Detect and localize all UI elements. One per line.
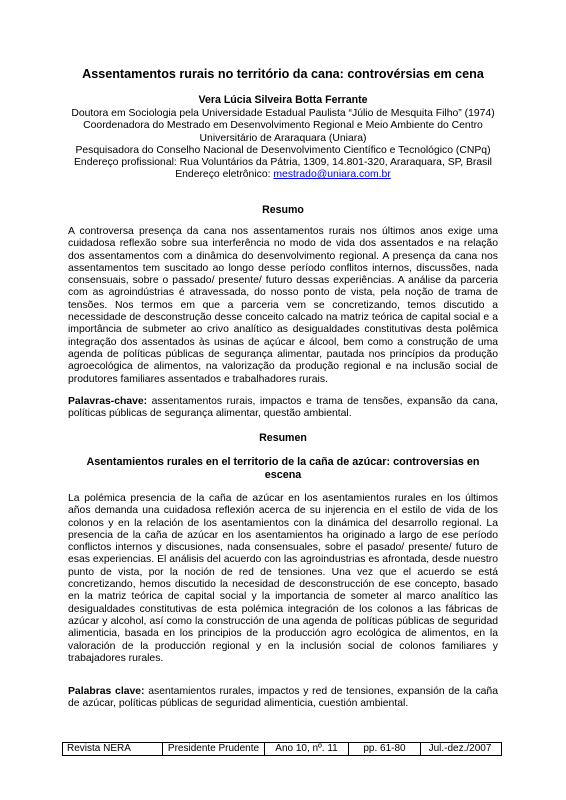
palavras-chave (68, 396, 498, 421)
author-name: Vera Lúcia Silveira Botta Ferrante (198, 94, 368, 106)
affiliation-line: Universitário de Araraquara (Uniara) (199, 132, 367, 144)
resumo-heading: Resumo (262, 204, 304, 216)
affiliation-line: Endereço profissional: Rua Voluntários da Pátria, 1309, 14.801-320, Araraquara, SP, Brasil (73, 157, 492, 169)
journal-footer (62, 742, 502, 756)
author-affiliation (40, 108, 526, 182)
affiliation-line: Doutora em Sociologia pela Universidade Estadual Paulista “Júlio de Mesquita Filho” (1974) (71, 108, 495, 119)
resumen-paragraph: La polémica presencia de la caña de azúcar en los asentamientos rurales en los últimos años demanda una cuidadosa reflexión acerca de su injerencia en el estilo de vida de los colonos y en la relación de los asentamientos con la dinámica del desarrollo regional. La presencia de la caña de azúcar en los asentamientos ha originado a largo de ese período conflictos internos y discusiones, nada consensuales, sobre el pasado/ presente/ futuro de esas experiencias. El análisis del acuerdo con las agroindustrias es afrontada, desde nuestro punto de vista, por la noción de red de tensiones. Una vez que el acuerdo se está concretizando, hemos discutido la necesidad de desconstrucción de ese concepto, basado en la matriz teórica de capital social y la importancia de someter al marco analítico las desigualdades constitutivas de esta polémica integración de los colonos a las fábricas de azúcar y alcohol, así como la construcción de una agenda de políticas públicas de seguridad alimenticia, basada en los principios de la producción agro ecológica de alimentos, en la valoración de la producción regional y en la inclusión social de colonos familiares y trabajadores rurales. (68, 493, 498, 664)
email-link[interactable]: mestrado@uniara.com.br (273, 169, 391, 181)
footer-volume: Ano 10, nº. 11 (265, 743, 349, 755)
footer-date: Jul.-dez./2007 (428, 743, 492, 754)
palabras-clave-text: asentamientos rurales, impactos y red de tensiones, expansión de la caña de azúcar, políticas públicas de seguridad alimenticia, cuestión ambiental. (68, 686, 498, 710)
resumen-title: Asentamientos rurales en el territorio de la caña de azúcar: controversias en escena (86, 456, 480, 481)
resumen-heading: Resumen (259, 432, 307, 444)
paper-title: Assentamentos rurais no território da cana: controvérsias em cena (82, 67, 484, 81)
palavras-chave-label: Palavras-chave: (68, 396, 148, 407)
footer-pages: pp. 61-80 (349, 743, 421, 755)
email-label: Endereço eletrônico: (175, 169, 274, 181)
palavras-chave-text: assentamentos rurais, impactos e trama de tensões, expansão da cana, políticas públicas de segurança alimentar, questão ambiental. (68, 396, 498, 420)
footer-city: Presidente Prudente (163, 743, 265, 755)
email-line (40, 169, 526, 181)
resumo-paragraph: A controversa presença da cana nos assentamentos rurais nos últimos anos exige uma cuidadosa reflexão sobre sua interferência no modo de vida dos assentados e na relação dos assentamentos com a dinâmica do desenvolvimento regional. A presença da cana nos assentamentos tem suscitado ao longo desse período conflitos internos, discussões, nada consensuais, sobre o passado/ presente/ futuro dessas experiências. A análise da parceria com as agroindústrias é atravessada, do nosso ponto de vista, pela noção de trama de tensões. Nos termos em que a parceria vem se concretizando, temos discutido a necessidade de desconstrução desse conceito calcado na matriz teórica de capital social e a importância de submeter ao crivo analítico as desigualdades constitutivas desta polêmica integração dos assentados às usinas de açúcar e álcool, bem como a construção de uma agenda de políticas públicas de segurança alimentar, pautada nos princípios da produção agroecológica de alimentos, na valorização da produção regional e na inclusão social de produtores familiares assentados e trabalhadores rurais. (68, 226, 498, 385)
affiliation-line: Pesquisadora do Conselho Nacional de Desenvolvimento Científico e Tecnológico (CNPq) (75, 144, 491, 156)
affiliation-line: Coordenadora do Mestrado em Desenvolvimento Regional e Meio Ambiente do Centro (83, 120, 483, 132)
footer-journal: Revista NERA (63, 743, 163, 755)
palabras-clave-label: Palabras clave: (68, 686, 145, 697)
palabras-clave (68, 686, 498, 711)
